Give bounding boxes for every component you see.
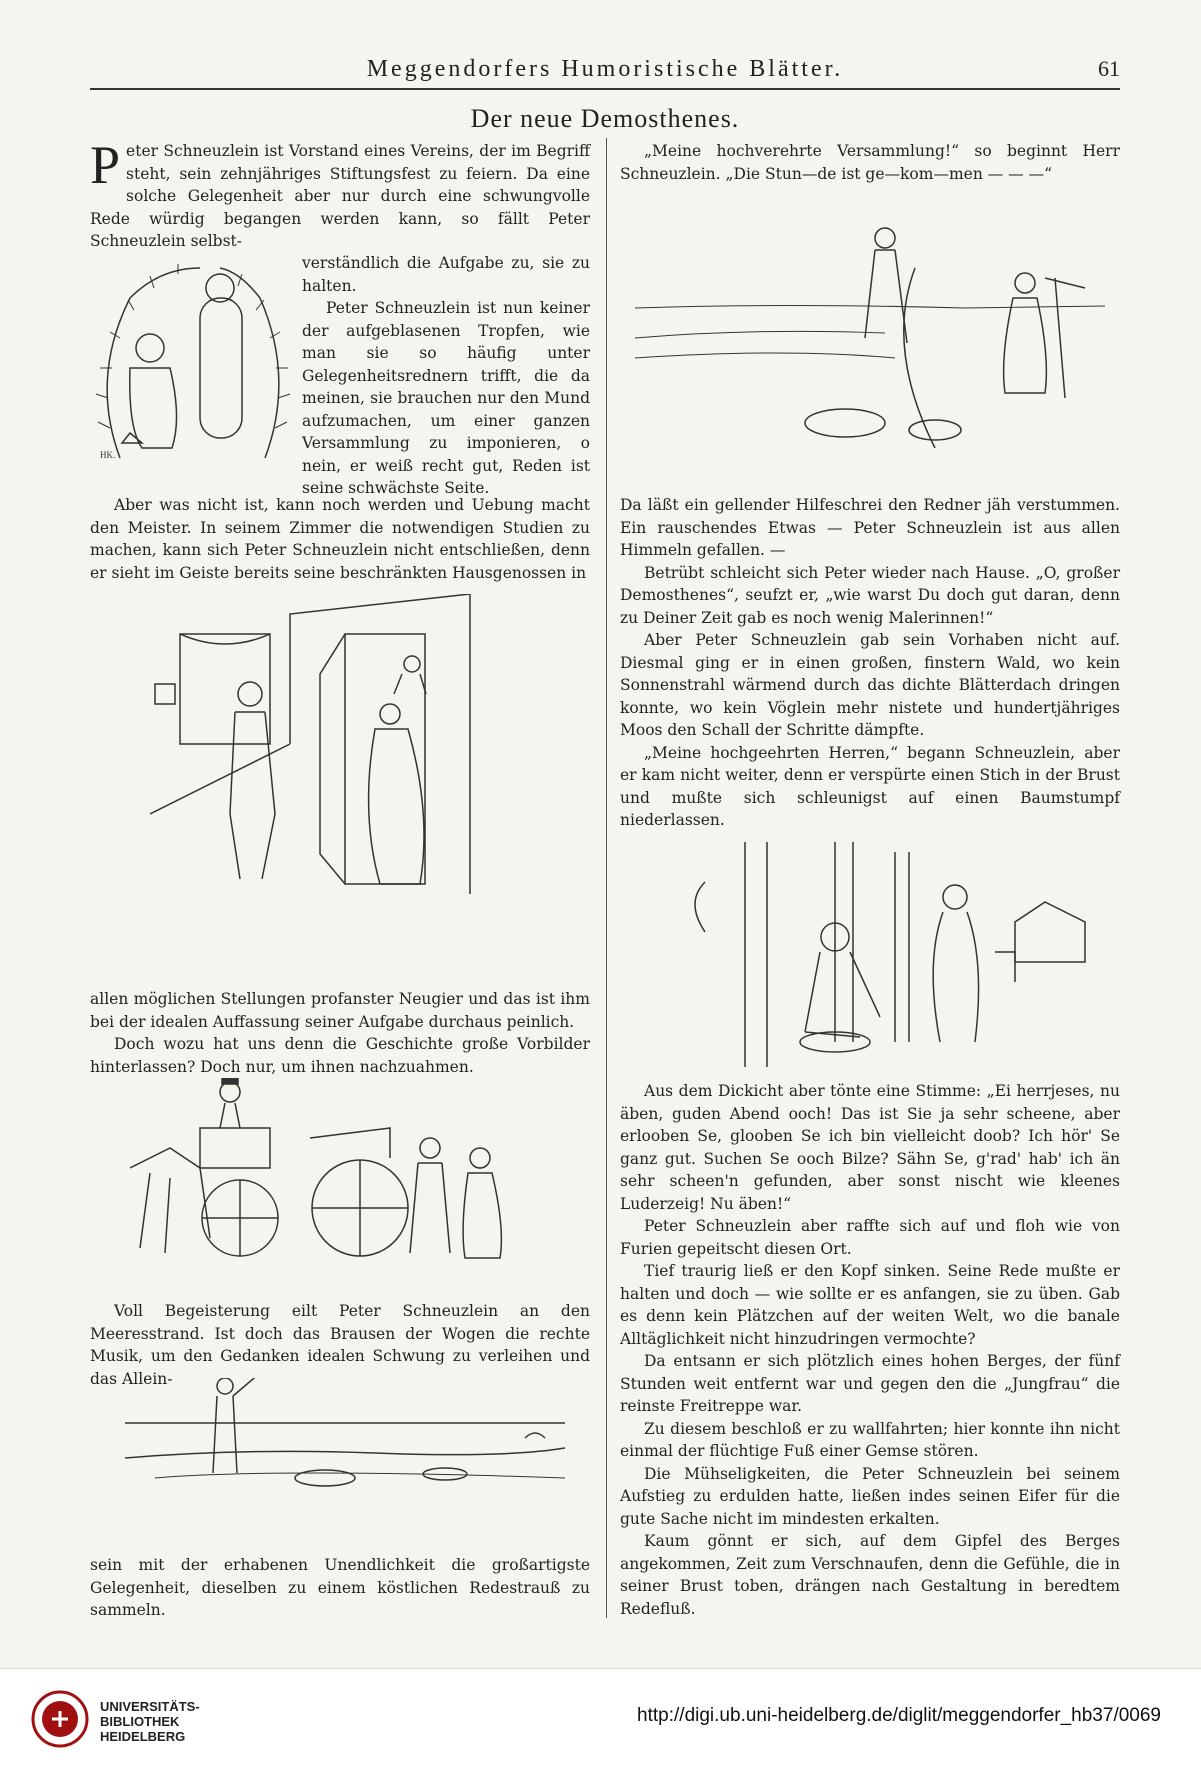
paragraph: Kaum gönnt er sich, auf dem Gipfel des Berges angekommen, Zeit zum Verschnaufen, denn die Gefühle, die in seiner Brust toben, drängen nach Gestaltung in beredtem Redefluß. [620,1532,1120,1618]
paragraph: Da entsann er sich plötzlich eines hohen Berges, der fünf Stunden weit entfernt war und gegen den die „Jungfrau“ die reinste Freitreppe war. [620,1352,1120,1415]
left-column-text-4 [90,1300,590,1390]
illustration-painter-at-sea [635,208,1105,468]
paragraph: eter Schneuzlein ist Vorstand eines Vereins, der im Begriff steht, sein zehnjähriges Stiftungsfest zu feiern. Da eine solche Gelegenheit aber nur durch eine schwungvolle Rede würdig begangen werden kann, so fällt Peter Schneuzlein selbst- [90,142,590,250]
university-seal-icon [30,1689,90,1749]
paragraph: „Meine hochgeehrten Herren,“ begann Schneuzlein, aber er kam nicht weiter, denn er verspürte einen Stich in der Brust und mußte sich schleunigst auf einen Baumstumpf niederlassen. [620,743,1120,829]
left-column-intro [90,135,590,253]
permalink-url[interactable]: http://digi.ub.uni-heidelberg.de/diglit/meggendorfer_hb37/0069 [637,1705,1161,1726]
library-name-line: BIBLIOTHEK [100,1714,180,1729]
illustration-wreath-portrait [90,258,295,476]
paragraph: Da läßt ein gellender Hilfeschrei den Redner jäh verstummen. Ein rauschendes Etwas — Peter Schneuzlein ist aus allen Himmeln gefallen. — [620,496,1120,559]
paragraph: sein mit der erhabenen Unendlichkeit die großartigste Gelegenheit, dieselben zu einem köstlichen Redestrauß zu sammeln. [90,1556,590,1619]
running-header [90,52,1120,90]
viewer-footer [0,1668,1201,1766]
running-title: Meggendorfers Humoristische Blätter. [366,56,844,82]
illustration-room-eavesdroppers [150,594,530,894]
article-title: Der neue Demosthenes. [470,104,740,133]
illustration-beach-orator [125,1378,565,1528]
dropcap: P [90,135,121,195]
left-column-text-2 [90,494,590,584]
paragraph: Tief traurig ließ er den Kopf sinken. Seine Rede mußte er halten und doch — wie sollte er es anfangen, sie zu üben. Gab es denn kein Plätzchen auf der weiten Welt, wo die banale Alltäglichkeit nicht hinzudringen vermochte? [620,1262,1120,1348]
paragraph: Doch wozu hat uns denn die Geschichte große Vorbilder hinterlassen? Doch nur, um ihnen nachzuahmen. [90,1035,590,1076]
library-name-line: UNIVERSITÄTS- [100,1699,200,1714]
library-name [100,1699,200,1744]
column-divider [606,138,607,1618]
paragraph: Betrübt schleicht sich Peter wieder nach Hause. „O, großer Demosthenes“, seufzt er, „wie warst Du doch gut daran, denn zu Deiner Zeit gab es noch wenig Malerinnen!“ [620,563,1120,627]
left-column-wrapped-text [302,252,590,500]
illustration-signature: HK. [100,450,116,460]
paragraph: Die Mühseligkeiten, die Peter Schneuzlein bei seinem Aufstieg zu erdulden hatte, ließen indes seinen Eifer für die gute Sache nicht im mindesten erkalten. [620,1464,1120,1528]
paragraph: verständlich die Aufgabe zu, sie zu halten. [302,254,590,295]
paragraph: Aus dem Dickicht aber tönte eine Stimme: „Ei herrjeses, nu äben, guden Abend ooch! Das ist Sie ja sehr scheene, aber erlooben Se, glooben Se ich bin vielleicht doob? Ich hör' Se ganz gut. Suchen Se ooch Bilze? Sähn Se, g'rad' hab' ich än sehr scheen'n gefunden, aber sonst nischt wie kleenes Luderzeig! Nu äben!“ [620,1082,1120,1213]
library-name-line: HEIDELBERG [100,1729,186,1744]
paragraph: Peter Schneuzlein ist nun keiner der aufgeblasenen Tropfen, wie man sie so häufig unter Gelegenheitsrednern trifft, die da meinen, sie brauchen nur den Mund aufzumachen, um einer ganzen Versammlung zu imponieren, o nein, er weiß recht gut, Reden ist seine schwächste Seite. [302,299,590,497]
left-column-text-5 [90,1554,590,1622]
paragraph: Voll Begeisterung eilt Peter Schneuzlein an den Meeresstrand. Ist doch das Brausen der Wogen die rechte Musik, um den Gedanken idealen Schwung zu verleihen und das Allein- [90,1302,590,1388]
right-column-text-3 [620,1080,1120,1620]
paragraph: allen möglichen Stellungen profanster Neugier und das ist ihm bei der idealen Auffassung seiner Aufgabe durchaus peinlich. [90,990,590,1031]
paragraph: Peter Schneuzlein aber raffte sich auf und floh wie von Furien gepeitscht diesen Ort. [620,1217,1120,1258]
illustration-forest-mushroom-picker [685,842,1095,1067]
illustration-carriage [130,1078,530,1268]
paragraph: Aber Peter Schneuzlein gab sein Vorhaben nicht auf. Diesmal ging er in einen großen, finstern Wald, wo kein Sonnenstrahl wärmend durch das dichte Blätterdach dringen konnte, wo kein Vöglein mehr nistete und hundertjähriges Moos den Schall der Schritte dämpfte. [620,631,1120,739]
paragraph: „Meine hochverehrte Versammlung!“ so beginnt Herr Schneuzlein. „Die Stun—de ist ge—kom—men — — —“ [620,142,1120,183]
paragraph: Zu diesem beschloß er zu wallfahrten; hier konnte ihn nicht einmal der flüchtige Fuß einer Gemse stören. [620,1419,1120,1460]
paragraph: Aber was nicht ist, kann noch werden und Uebung macht den Meister. In seinem Zimmer die notwendigen Studien zu machen, kann sich Peter Schneuzlein nicht entschließen, denn er sieht im Geiste bereits seine beschränkten Hausgenossen in [90,496,590,582]
right-column-text-1 [620,140,1120,185]
left-column-text-3 [90,988,590,1078]
right-column-text-2 [620,494,1120,832]
page-number: 61 [1098,56,1120,81]
